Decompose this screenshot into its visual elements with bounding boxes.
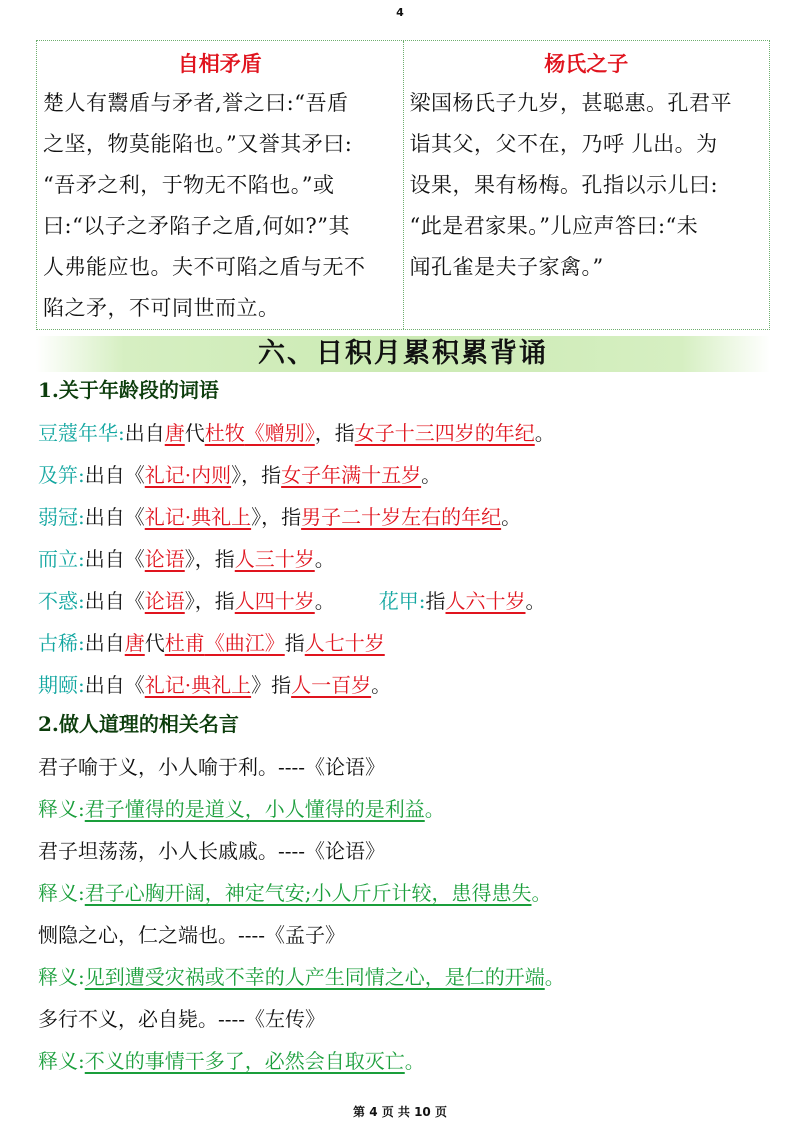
meaning-line	[38, 872, 778, 914]
story-line: 陷之矛，不可同世而立。	[43, 296, 280, 320]
text: 出自	[84, 631, 125, 655]
subsection-title: 1.关于年龄段的词语	[38, 378, 219, 402]
text: 》，指	[231, 463, 282, 487]
text: 。	[314, 589, 335, 613]
text: 出自《	[84, 547, 145, 571]
meaning: 女子年满十五岁	[281, 463, 422, 487]
age-term: 弱冠	[38, 505, 78, 529]
subsection-title: 2.做人道理的相关名言	[38, 712, 239, 736]
story-line: 诣其父，父不在，乃呼 儿出。为	[409, 132, 718, 156]
meaning-text: 见到遭受灾祸或不幸的人产生同情之心，是仁的开端	[84, 965, 545, 989]
text: 。	[531, 881, 552, 905]
quote-line: 君子喻于义，小人喻于利。----《论语》	[38, 755, 386, 779]
meaning: 人三十岁	[234, 547, 315, 571]
age-term-row	[38, 622, 778, 664]
age-term: 及笄	[38, 463, 78, 487]
age-term-row	[38, 454, 778, 496]
source: 《赠别》	[244, 421, 315, 445]
story-right	[404, 41, 770, 329]
dynasty: 唐	[164, 421, 185, 445]
separator: :	[78, 631, 85, 655]
source: 礼记·典礼上	[144, 673, 252, 697]
story-title: 自相矛盾	[177, 51, 262, 76]
story-line: “此是君家果。”儿应声答曰:“未	[409, 214, 699, 238]
text: 。	[525, 589, 546, 613]
dynasty: 唐	[124, 631, 145, 655]
text: 。	[534, 421, 555, 445]
meaning-label: 释义:	[38, 881, 85, 905]
story-line: 闻孔雀是夫子家禽。”	[409, 255, 604, 279]
text: 。	[544, 965, 565, 989]
story-body	[43, 83, 397, 329]
classical-stories-table	[36, 40, 770, 330]
story-line: 之坚，物莫能陷也。”又誉其矛曰:	[43, 132, 353, 156]
separator: :	[118, 421, 125, 445]
text: 代	[144, 631, 165, 655]
age-term: 不惑	[38, 589, 78, 613]
story-line: 人弗能应也。夫不可陷之盾与无不	[43, 255, 366, 279]
text: 》指	[251, 673, 292, 697]
story-line: 设果，果有杨梅。孔指以示儿曰:	[409, 173, 719, 197]
meaning: 人七十岁	[304, 631, 385, 655]
text: 出自	[124, 421, 165, 445]
meaning: 女子十三四岁的年纪	[354, 421, 535, 445]
page-number-top: 4	[396, 6, 404, 19]
meaning: 人六十岁	[445, 589, 526, 613]
age-term-row	[38, 580, 778, 622]
author: 杜甫	[164, 631, 205, 655]
story-title: 杨氏之子	[544, 51, 629, 76]
text: 出自《	[84, 589, 145, 613]
separator: :	[78, 463, 85, 487]
text: 。	[501, 505, 522, 529]
meaning: 人一百岁	[291, 673, 372, 697]
story-left	[37, 41, 404, 329]
quote-line: 多行不义，必自毙。----《左传》	[38, 1007, 326, 1031]
meaning-label: 释义:	[38, 797, 85, 821]
text: 。	[314, 547, 335, 571]
page-footer: 第 4 页 共 10 页	[353, 1105, 447, 1119]
meaning-text: 君子懂得的是道义，小人懂得的是利益	[84, 797, 425, 821]
age-term-row	[38, 538, 778, 580]
author: 杜牧	[204, 421, 245, 445]
age-term: 豆蔻年华	[38, 421, 118, 445]
text: 。	[404, 1049, 425, 1073]
age-term-row	[38, 412, 778, 454]
quote-line: 君子坦荡荡，小人长戚戚。----《论语》	[38, 839, 386, 863]
age-term-row	[38, 496, 778, 538]
source: 论语	[144, 589, 185, 613]
text: 出自《	[84, 673, 145, 697]
quote-line: 恻隐之心，仁之端也。----《孟子》	[38, 923, 346, 947]
story-body	[410, 83, 764, 288]
text: 。	[424, 797, 445, 821]
source: 礼记·典礼上	[144, 505, 252, 529]
text: 。	[371, 673, 392, 697]
text: 。	[421, 463, 442, 487]
meaning-text: 君子心胸开阔，神定气安;小人斤斤计较，患得患失	[84, 881, 532, 905]
story-line: “吾矛之利，于物无不陷也。”或	[43, 173, 335, 197]
text: 出自《	[84, 505, 145, 529]
text: 代	[184, 421, 205, 445]
text: 》，指	[184, 589, 235, 613]
separator: :	[78, 547, 85, 571]
story-line: 曰:“以子之矛陷子之盾,何如?”其	[43, 214, 350, 238]
story-line: 梁国杨氏子九岁，甚聪惠。孔君平	[409, 91, 732, 115]
separator: :	[78, 589, 85, 613]
text: 》，指	[251, 505, 302, 529]
main-content	[38, 372, 778, 1082]
meaning-line	[38, 1040, 778, 1082]
separator: :	[418, 589, 426, 613]
age-term: 古稀	[38, 631, 78, 655]
section-title: 六、日积月累积累背诵	[36, 336, 770, 372]
age-term: 而立	[38, 547, 78, 571]
story-line: 楚人有鬻盾与矛者,誉之曰:“吾盾	[43, 91, 349, 115]
text: 指	[284, 631, 305, 655]
text: 出自《	[84, 463, 145, 487]
meaning-line	[38, 788, 778, 830]
separator: :	[78, 505, 85, 529]
text: ，指	[314, 421, 355, 445]
meaning-text: 不义的事情干多了，必然会自取灭亡	[84, 1049, 405, 1073]
meaning-label: 释义:	[38, 1049, 85, 1073]
text: 》，指	[184, 547, 235, 571]
meaning: 男子二十岁左右的年纪	[301, 505, 502, 529]
source: 论语	[144, 547, 185, 571]
meaning-line	[38, 956, 778, 998]
age-term-row	[38, 664, 778, 706]
source: 《曲江》	[204, 631, 285, 655]
age-term: 期颐	[38, 673, 78, 697]
meaning: 人四十岁	[234, 589, 315, 613]
text: 指	[425, 589, 446, 613]
source: 礼记·内则	[144, 463, 232, 487]
meaning-label: 释义:	[38, 965, 85, 989]
age-term: 花甲	[378, 589, 419, 613]
separator: :	[78, 673, 85, 697]
